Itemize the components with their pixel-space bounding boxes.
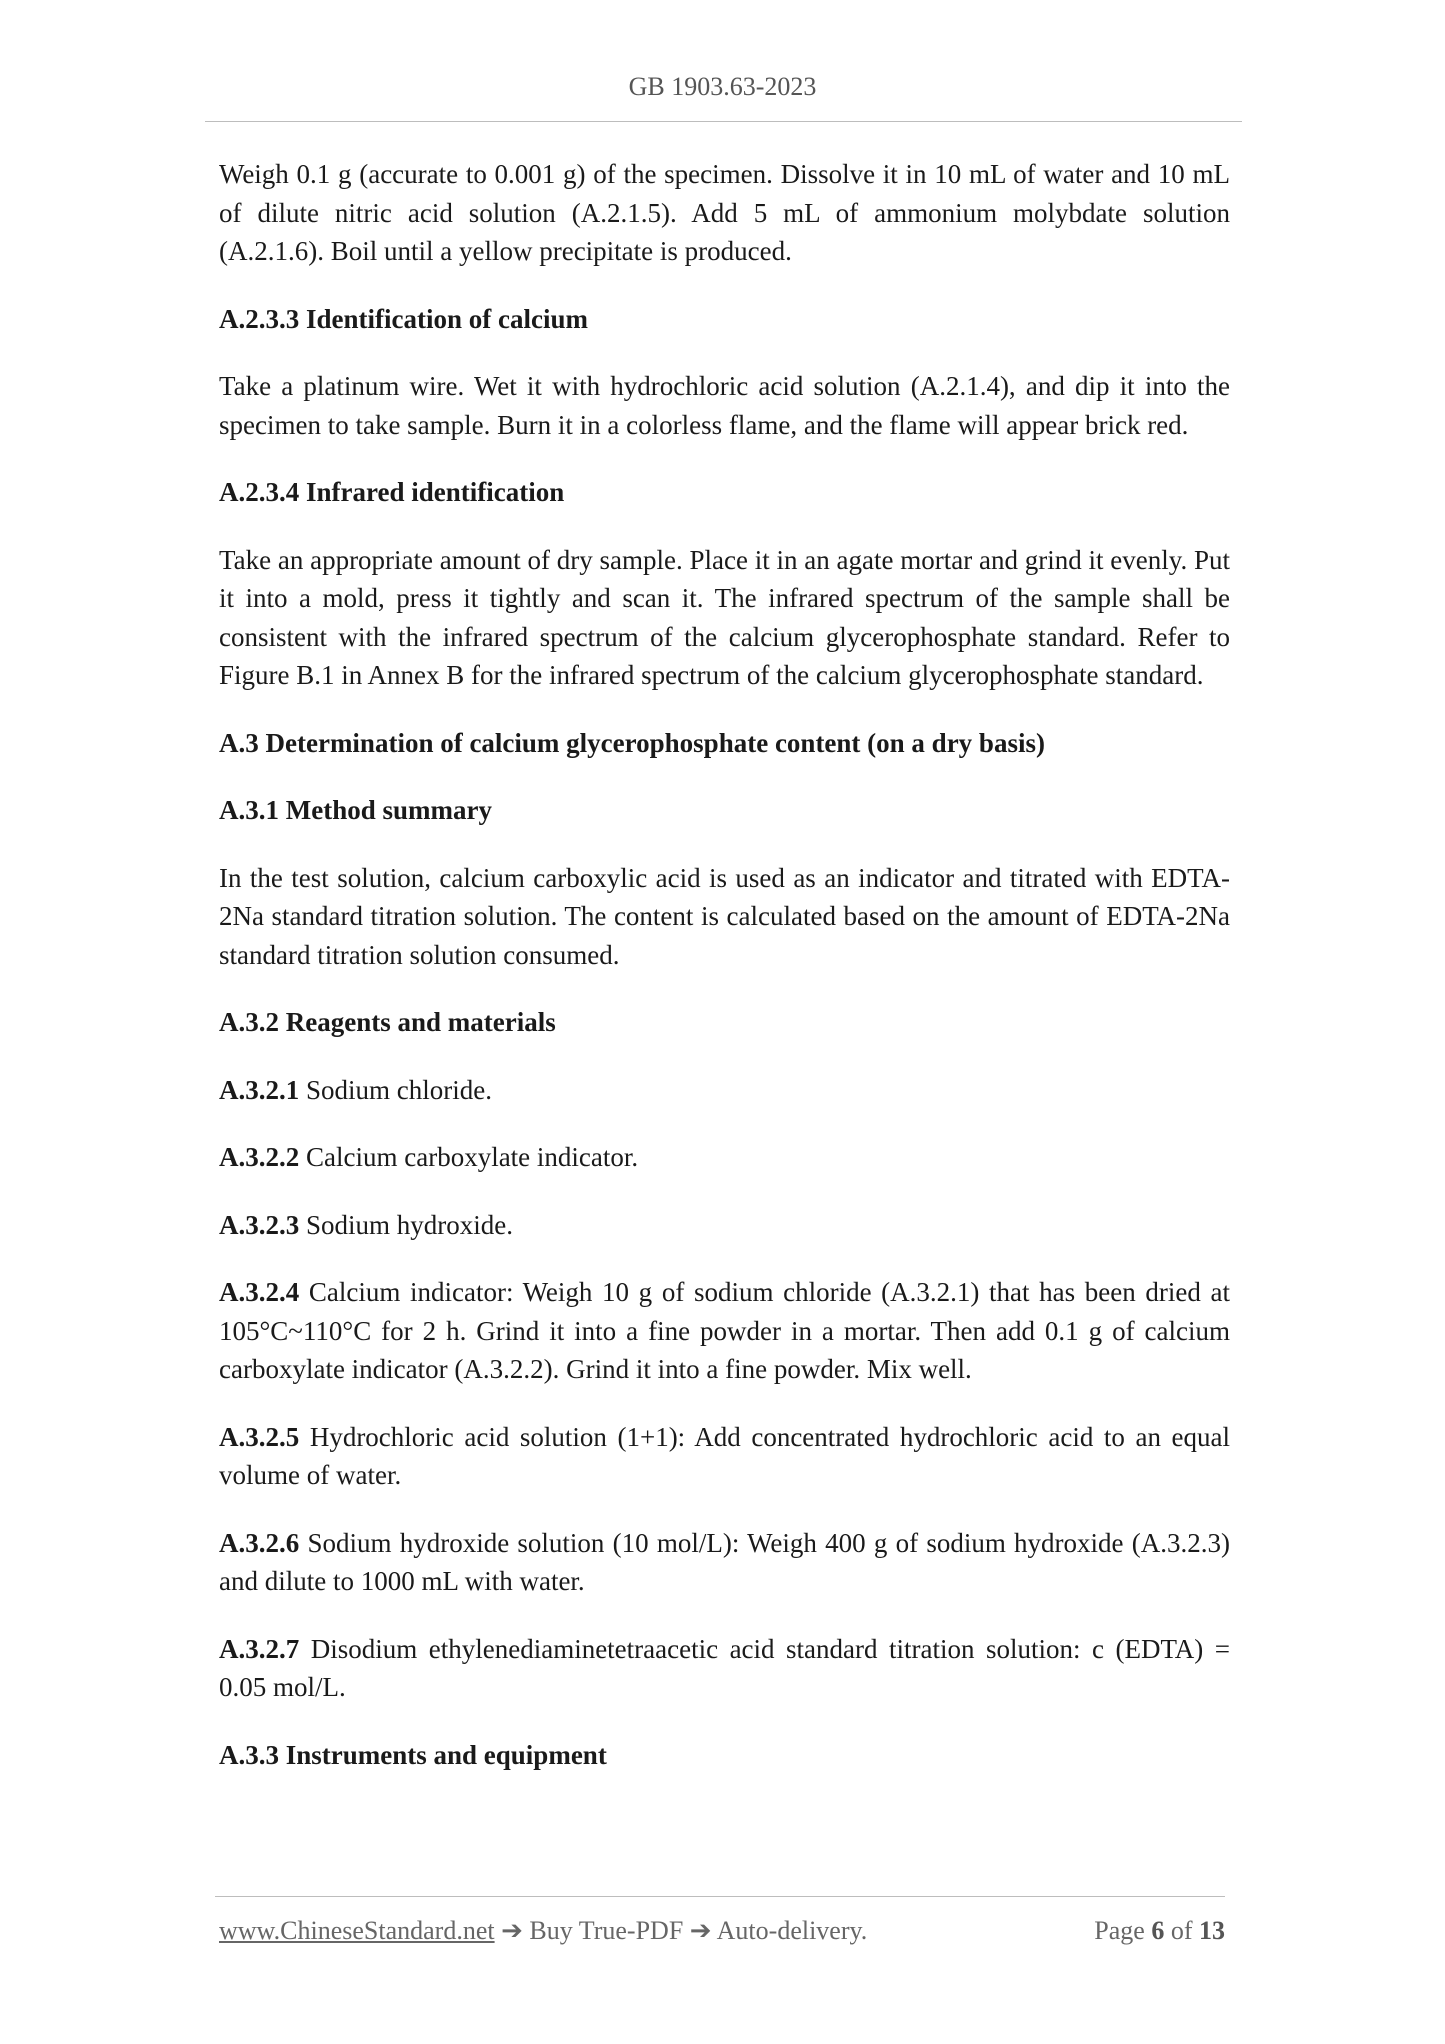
heading-a33: A.3.3 Instruments and equipment xyxy=(219,1739,607,1770)
arrow-right-icon: ➔ xyxy=(494,1916,530,1945)
reagent-text: Disodium ethylenediaminetetraacetic acid standard titration solution: c (EDTA) = 0.05 mol/L. xyxy=(219,1633,1230,1702)
heading-a234: A.2.3.4 Infrared identification xyxy=(219,477,565,507)
header-divider xyxy=(205,121,1242,122)
reagent-text: Calcium indicator: Weigh 10 g of sodium chloride (A.3.2.1) that has been dried at 105°C~110°C for 2 h. Grind it into a fine powder in a mortar. Then add 0.1 g of calcium carboxylate indicator (A.3.2.2). Grind it into a fine powder. Mix well. xyxy=(219,1277,1230,1384)
paragraph-phosphate-test: Weigh 0.1 g (accurate to 0.001 g) of the specimen. Dissolve it in 10 mL of water and 10 mL of dilute nitric acid solution (A.2.1.5). Add 5 mL of ammonium molybdate solution (A.2.1.6). Boil until a yellow precipitate is produced. xyxy=(219,159,1230,266)
page-indicator xyxy=(1094,1916,1225,1946)
delivery-text: Auto-delivery. xyxy=(716,1916,868,1945)
reagent-item xyxy=(219,1273,1230,1389)
reagent-label: A.3.2.3 xyxy=(219,1209,300,1240)
reagent-text: Sodium chloride. xyxy=(299,1074,492,1105)
reagent-item xyxy=(219,1206,1230,1245)
page-content xyxy=(219,155,1230,1803)
heading-a233: A.2.3.3 Identification of calcium xyxy=(219,303,588,334)
reagent-item xyxy=(219,1524,1230,1601)
page-word: Page xyxy=(1094,1916,1152,1945)
page-number: 6 xyxy=(1151,1916,1165,1945)
heading-a31: A.3.1 Method summary xyxy=(219,795,492,825)
reagent-item xyxy=(219,1630,1230,1707)
arrow-right-icon: ➔ xyxy=(683,1916,717,1945)
heading-a32: A.3.2 Reagents and materials xyxy=(219,1007,556,1037)
reagent-text: Hydrochloric acid solution (1+1): Add concentrated hydrochloric acid to an equal volume of water. xyxy=(219,1421,1230,1490)
reagent-item xyxy=(219,1071,1230,1110)
reagent-label: A.3.2.6 xyxy=(219,1527,300,1558)
reagent-label: A.3.2.4 xyxy=(219,1277,300,1307)
footer-promo xyxy=(219,1916,867,1946)
reagent-text: Calcium carboxylate indicator. xyxy=(299,1142,639,1172)
reagent-text: Sodium hydroxide solution (10 mol/L): Weigh 400 g of sodium hydroxide (A.3.2.3) and dilute to 1000 mL with water. xyxy=(219,1527,1230,1596)
page-total: 13 xyxy=(1199,1916,1225,1945)
heading-a3: A.3 Determination of calcium glycerophosphate content (on a dry basis) xyxy=(219,727,1045,758)
footer-divider xyxy=(215,1896,1225,1897)
reagent-item xyxy=(219,1418,1230,1495)
reagent-label: A.3.2.5 xyxy=(219,1421,300,1452)
paragraph-a233: Take a platinum wire. Wet it with hydrochloric acid solution (A.2.1.4), and dip it into the specimen to take sample. Burn it in a colorless flame, and the flame will appear brick red. xyxy=(219,371,1230,440)
paragraph-a31: In the test solution, calcium carboxylic acid is used as an indicator and titrated with EDTA-2Na standard titration solution. The content is calculated based on the amount of EDTA-2Na standard titration solution consumed. xyxy=(219,862,1230,970)
reagent-label: A.3.2.1 xyxy=(219,1074,300,1105)
buy-text: Buy True-PDF xyxy=(529,1916,684,1945)
site-link[interactable]: www.ChineseStandard.net xyxy=(219,1916,495,1945)
reagent-text: Sodium hydroxide. xyxy=(299,1209,513,1240)
document-header: GB 1903.63-2023 xyxy=(628,72,817,101)
reagent-label: A.3.2.2 xyxy=(219,1142,300,1172)
reagent-item xyxy=(219,1138,1230,1177)
of-word: of xyxy=(1164,1916,1199,1945)
paragraph-a234: Take an appropriate amount of dry sample. Place it in an agate mortar and grind it evenly. Put it into a mold, press it tightly and scan it. The infrared spectrum of the sample shall be consistent with the infrared spectrum of the calcium glycerophosphate standard. Refer to Figure B.1 in Annex B for the infrared spectrum of the calcium glycerophosphate standard. xyxy=(219,544,1230,690)
reagent-label: A.3.2.7 xyxy=(219,1633,300,1664)
